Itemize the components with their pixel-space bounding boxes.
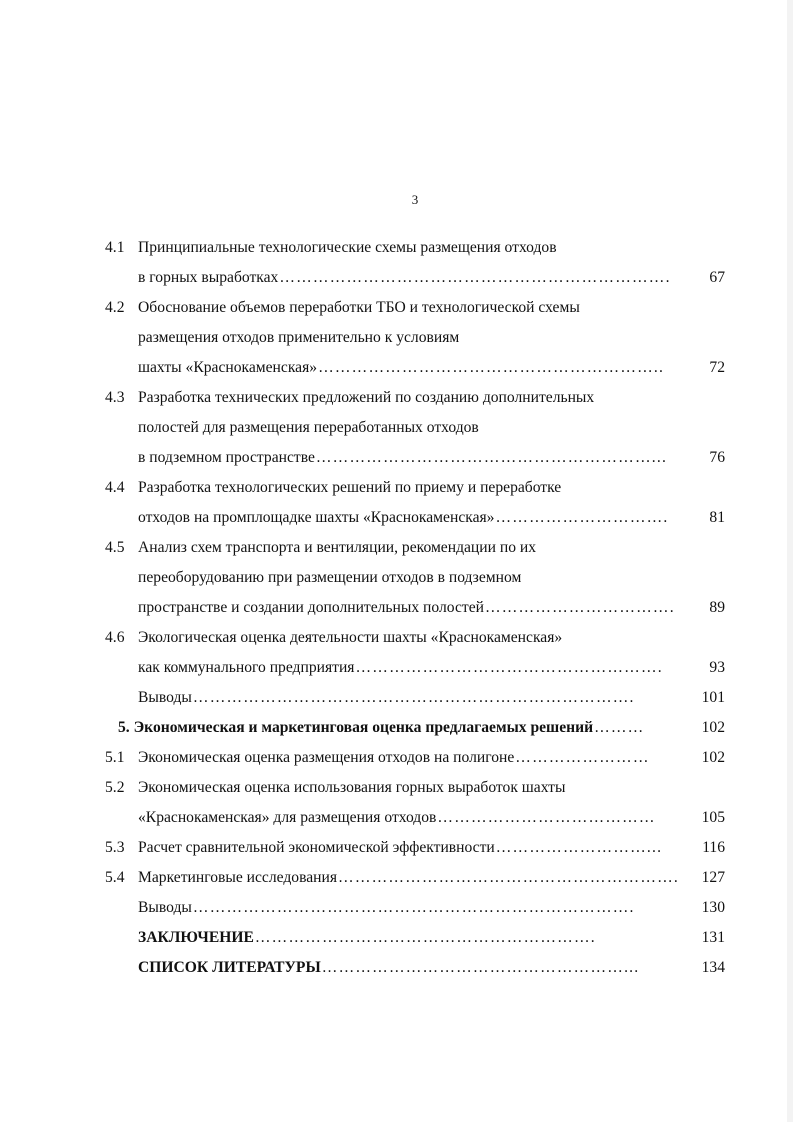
toc-dots: ……………………………. [484, 599, 675, 616]
toc-number: 4.6 [105, 629, 125, 646]
toc-line[interactable] [138, 268, 725, 288]
toc-dots: ……………………………………………………………………. [192, 689, 635, 706]
toc-page: 93 [709, 659, 725, 676]
toc-line [138, 418, 638, 438]
toc-title: полостей для размещения переработанных отходов [138, 419, 479, 436]
toc-number: 4.1 [105, 239, 125, 256]
toc-page: 76 [709, 449, 725, 466]
toc-line[interactable] [138, 808, 725, 828]
toc-page: 102 [701, 749, 725, 766]
toc-dots: ……………………………………………………………. [279, 269, 671, 286]
toc-line [105, 298, 665, 318]
toc-title: отходов на промплощадке шахты «Краснокаменская» [138, 509, 495, 526]
toc-line[interactable] [138, 598, 725, 618]
toc-dots: …………………………. [495, 509, 669, 526]
toc-line [105, 628, 665, 648]
toc-page: 127 [701, 869, 725, 886]
toc-line [138, 328, 638, 348]
toc-page: 130 [701, 899, 725, 916]
toc-page: 89 [709, 599, 725, 616]
toc-title: размещения отходов применительно к условиям [138, 329, 460, 346]
toc-dots: ……… [594, 719, 645, 736]
toc-title: Разработка технологических решений по приему и переработке [138, 479, 562, 496]
toc-number: 4.4 [105, 479, 125, 496]
toc-line [105, 478, 665, 498]
toc-number: 5.2 [105, 779, 125, 796]
toc-title: как коммунального предприятия [138, 659, 355, 676]
toc-dots: …………………………………………………….. [318, 359, 665, 376]
toc-title: Разработка технических предложений по созданию дополнительных [138, 389, 595, 406]
toc-dots: ………………………………………………... [321, 959, 640, 976]
toc-number: 4.5 [105, 539, 125, 556]
toc-dots: ………………………………………………. [355, 659, 663, 676]
toc-dots: ………………………... [495, 839, 663, 856]
toc-dots: …………………… [515, 749, 650, 766]
toc-number: 4.2 [105, 299, 125, 316]
toc-title: в подземном пространстве [138, 449, 315, 466]
toc-page: 105 [701, 809, 725, 826]
toc-dots: ……………………………………………………………………. [192, 899, 635, 916]
toc-page: 67 [709, 269, 725, 286]
toc-title: ЗАКЛЮЧЕНИЕ [138, 929, 254, 946]
toc-line[interactable] [105, 838, 725, 858]
toc-title: Экологическая оценка деятельности шахты «Краснокаменская» [138, 629, 563, 646]
toc-title: в горных выработках [138, 269, 279, 286]
toc-page: 102 [701, 719, 725, 736]
toc-title: 5. Экономическая и маркетинговая оценка предлагаемых решений [118, 719, 594, 736]
toc-title: СПИСОК ЛИТЕРАТУРЫ [138, 959, 321, 976]
toc-number: 5.1 [105, 749, 125, 766]
toc-dots: ……………………………………………………... [315, 449, 668, 466]
toc-page: 72 [709, 359, 725, 376]
toc-line[interactable] [138, 688, 725, 708]
toc-line [138, 568, 638, 588]
toc-number: 4.3 [105, 389, 125, 406]
toc-title: Принципиальные технологические схемы размещения отходов [138, 239, 557, 256]
toc-dots: ……………………………………………………. [338, 869, 680, 886]
toc-line[interactable] [138, 508, 725, 528]
toc-line[interactable] [118, 718, 725, 738]
toc-number: 5.4 [105, 869, 125, 886]
page-edge [787, 0, 793, 1122]
toc-title: Экономическая оценка размещения отходов на полигоне [138, 749, 515, 766]
toc-title: Маркетинговые исследования [138, 869, 338, 886]
toc-line[interactable] [105, 868, 725, 888]
toc-line[interactable] [138, 358, 725, 378]
toc-title: Обоснование объемов переработки ТБО и технологической схемы [138, 299, 580, 316]
toc-line [105, 778, 665, 798]
toc-title: Выводы [138, 689, 192, 706]
toc-line[interactable] [138, 898, 725, 918]
toc-title: Выводы [138, 899, 192, 916]
toc-title: пространстве и создании дополнительных полостей [138, 599, 484, 616]
toc-line [105, 538, 665, 558]
toc-title: Экономическая оценка использования горных выработок шахты [138, 779, 566, 796]
toc-title: шахты «Краснокаменская» [138, 359, 318, 376]
toc-page: 134 [701, 959, 725, 976]
toc-page: 116 [702, 839, 725, 856]
toc-title: Расчет сравнительной экономической эффективности [138, 839, 495, 856]
toc-number: 5.3 [105, 839, 125, 856]
toc-line[interactable] [138, 928, 725, 948]
toc-title: «Краснокаменская» для размещения отходов [138, 809, 437, 826]
toc-line [105, 388, 665, 408]
toc-dots: ……………………………………………………. [254, 929, 596, 946]
toc-page: 81 [709, 509, 725, 526]
toc-dots: ………………………………… [437, 809, 656, 826]
toc-line[interactable] [138, 658, 725, 678]
toc-title: переоборудованию при размещении отходов в подземном [138, 569, 522, 586]
toc-line[interactable] [105, 748, 725, 768]
page-number: 3 [411, 192, 419, 207]
toc-page: 131 [701, 929, 725, 946]
toc-line [105, 238, 645, 258]
toc-line[interactable] [138, 958, 725, 978]
toc-title: Анализ схем транспорта и вентиляции, рекомендации по их [138, 539, 537, 556]
toc-line[interactable] [138, 448, 725, 468]
toc-page: 101 [701, 689, 725, 706]
